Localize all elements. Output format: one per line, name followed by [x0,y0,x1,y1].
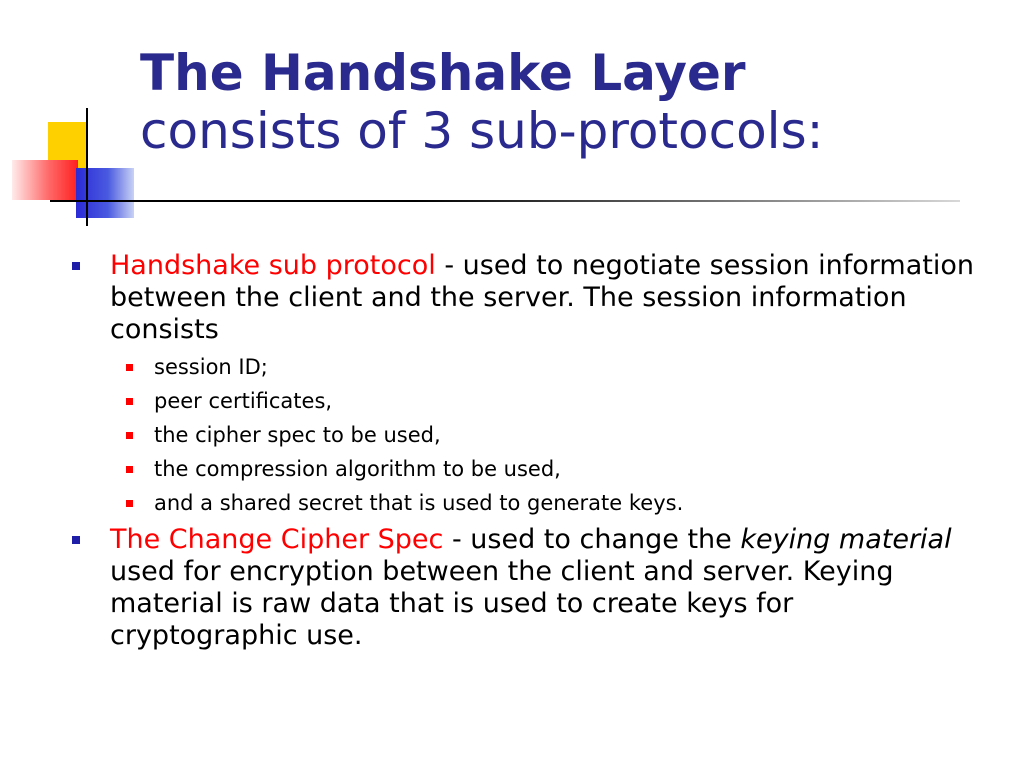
sub-bullet-item [110,354,980,380]
decor-red-square [12,160,78,200]
sub-bullet-item [110,490,980,516]
square-bullet-icon [126,432,133,439]
bullet-italic-term: keying material [740,524,952,555]
sub-bullet-item [110,456,980,482]
square-bullet-icon [126,466,133,473]
bullet-text: used for encryption between the client and server. Keying material is raw data that is used to create keys for cryptographic use. [110,556,894,651]
title-line-2: consists of 3 sub-protocols: [140,102,824,160]
sub-bullet-text: the cipher spec to be used, [154,423,441,447]
square-bullet-icon [72,262,80,270]
sub-bullet-item [110,422,980,448]
title-line-1: The Handshake Layer [140,44,746,102]
square-bullet-icon [126,398,133,405]
square-bullet-icon [126,364,133,371]
square-bullet-icon [72,536,80,544]
bullet-highlight: Handshake sub protocol [110,250,436,281]
sub-bullet-text: the compression algorithm to be used, [154,457,561,481]
bullet-handshake-sub-protocol [70,250,980,516]
sub-bullet-list [110,354,980,516]
sub-bullet-item [110,388,980,414]
sub-bullet-text: peer certificates, [154,389,333,413]
bullet-text: - used to change the [443,524,741,555]
bullet-list [70,250,980,652]
bullet-text: - used to negotiate session information between the client and the server. The session information consists [110,250,974,345]
slide-title [140,44,823,160]
slide-body [70,250,980,660]
sub-bullet-text: session ID; [154,355,268,379]
decor-blue-square [76,168,134,218]
title-divider-line [50,200,960,202]
square-bullet-icon [126,500,133,507]
sub-bullet-text: and a shared secret that is used to generate keys. [154,491,684,515]
decor-vertical-line [86,108,88,226]
bullet-change-cipher-spec [70,524,980,652]
bullet-highlight: The Change Cipher Spec [110,524,444,555]
